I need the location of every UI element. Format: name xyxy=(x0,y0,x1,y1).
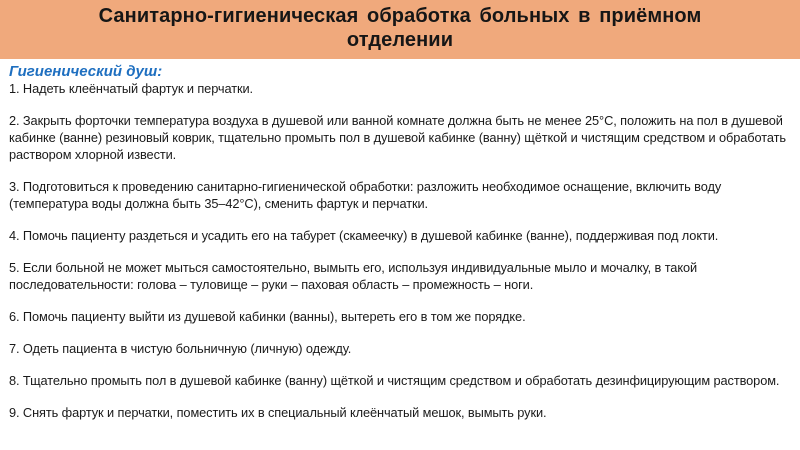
procedure-step-9: 9. Снять фартук и перчатки, поместить их в специальный клеёнчатый мешок, вымыть руки. xyxy=(9,404,547,420)
procedure-step-2: 2. Закрыть форточки температура воздуха в душевой или ванной комнате должна быть не менее 25°С, положить на пол в душевой кабинке (ванне) резиновый коврик, тщательно промыть пол в душевой кабинке (ванну) щёткой и чистящим средством и обработать раствором хлорной извести. xyxy=(9,112,786,162)
slide-title: Санитарно-гигиеническая обработка больных в приёмном отделении xyxy=(98,5,702,52)
procedure-step-5: 5. Если больной не может мыться самостоятельно, вымыть его, используя индивидуальные мыло и мочалку, в такой последовательности: голова – туловище – руки – паховая область – промежность – ноги. xyxy=(9,259,698,292)
procedure-step-8: 8. Тщательно промыть пол в душевой кабинке (ванну) щёткой и чистящим средством и обработать дезинфицирующим раствором. xyxy=(9,372,780,388)
procedure-step-6: 6. Помочь пациенту выйти из душевой кабинки (ванны), вытереть его в том же порядке. xyxy=(9,308,526,324)
procedure-step-3: 3. Подготовиться к проведению санитарно-гигиенической обработки: разложить необходимое оснащение, включить воду (температура воды должна быть 35–42°С), сменить фартук и перчатки. xyxy=(9,178,722,211)
procedure-step-7: 7. Одеть пациента в чистую больничную (личную) одежду. xyxy=(9,340,352,356)
section-heading: Гигиенический душ: xyxy=(9,62,163,80)
procedure-step-4: 4. Помочь пациенту раздеться и усадить его на табурет (скамеечку) в душевой кабинке (ванне), поддерживая под локти. xyxy=(9,227,719,243)
procedure-step-1: 1. Надеть клеёнчатый фартук и перчатки. xyxy=(9,80,253,96)
slide-body xyxy=(0,59,800,421)
slide-header xyxy=(0,0,800,59)
